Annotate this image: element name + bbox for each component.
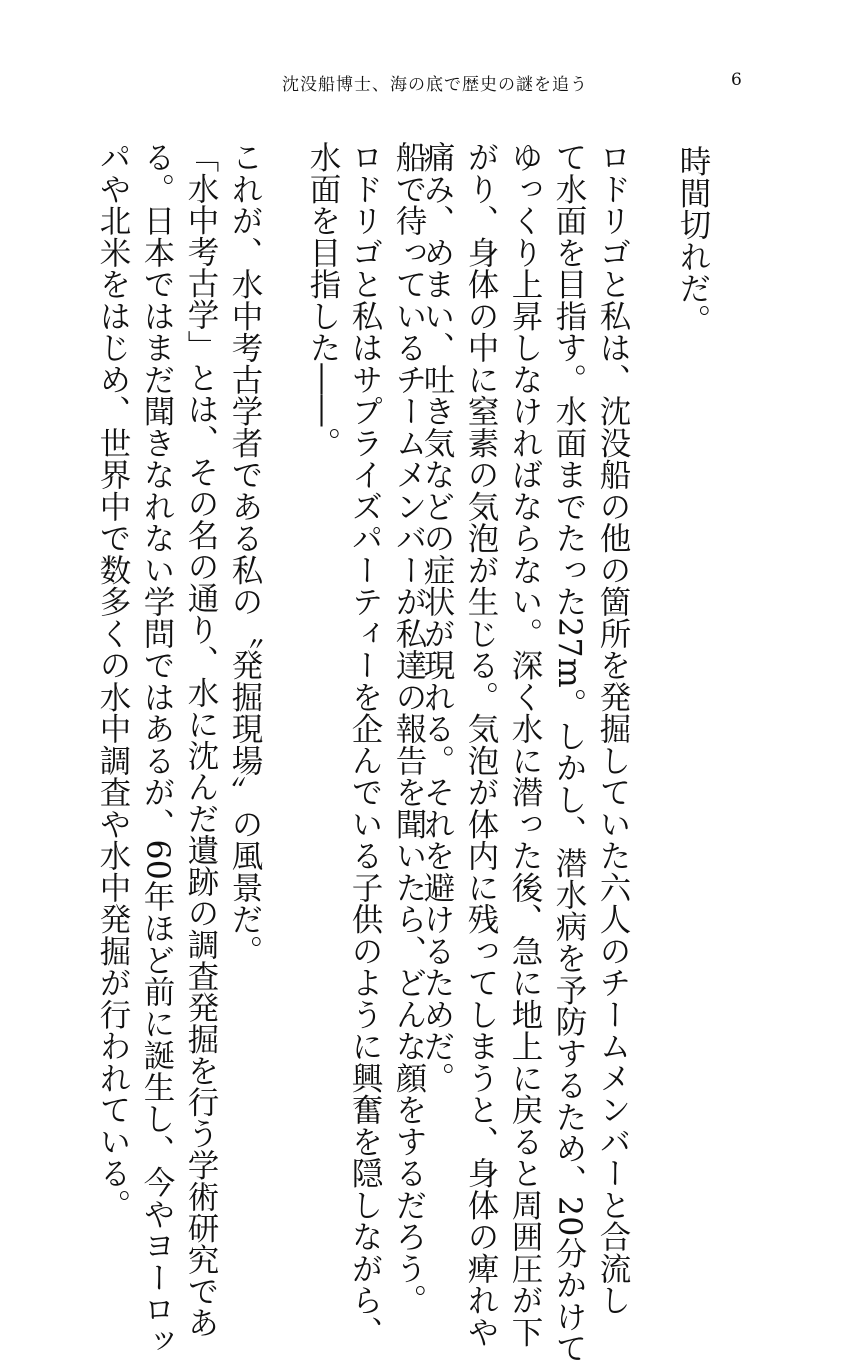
text-line-2: ロドリゴと私は、沈没船の他の箇所を発掘していた六人のチームメンバーと合流し	[595, 141, 631, 1316]
text-line-5: がり、身体の中に窒素の気泡が生じる。気泡が体内に残ってしまうと、身体の痺れや	[463, 141, 499, 1348]
running-header-title: 沈没船博士、海の底で歴史の謎を追う	[282, 75, 588, 95]
text-line-11: 「水中考古学」とは、その名の通り、水に沈んだ遺跡の調査発掘を行う学術研究であ	[183, 141, 219, 1338]
text-line-1: 時間切れだ。	[675, 145, 711, 336]
text-line-9: ロドリゴと私はサプライズパーティーを企んでいる子供のように興奮を隠しながら、	[347, 141, 383, 1348]
text-line-10: これが、水中考古学者である私の〝発掘現場〟の風景だ。	[227, 141, 263, 967]
text-line-13: パや北米をはじめ、世界中で数多くの水中調査や水中発掘が行われている。	[95, 141, 131, 1221]
text-line-3: て水面を目指す。水面までたった27m。しかし、潜水病を予防するため、20分かけて	[551, 141, 587, 1364]
text-line-4: ゆっくり上昇しなければならない。深く水に潜った後、急に地上に戻ると周囲圧が下	[507, 141, 543, 1348]
text-line-12: る。日本ではまだ聞きなれない学問ではあるが、60年ほど前に誕生し、今やヨーロッ	[139, 141, 175, 1357]
text-line-6: 痛み、めまい、吐き気などの症状が現れる。それを避けるためだ。	[419, 141, 455, 1094]
text-line-8: 船で待っているチームメンバーが私達の報告を聞いたら、どんな顔をするだろう。	[391, 141, 427, 1316]
text-line-7: 水面を目指した――。	[305, 141, 341, 459]
page-number: 6	[731, 70, 742, 90]
